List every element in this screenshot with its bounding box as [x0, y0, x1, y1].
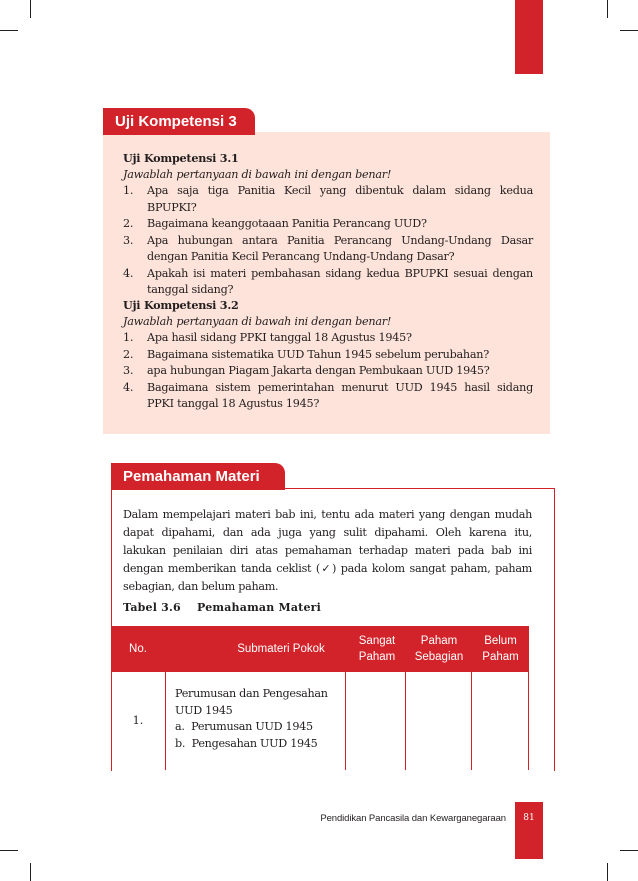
header-belum-paham: Belum Paham [482, 634, 519, 663]
section-tab-uji-kompetensi: Uji Kompetensi 3 [103, 108, 255, 135]
crop-mark [607, 0, 608, 18]
instruction: Jawablah pertanyaan di bawah ini dengan benar! [123, 314, 392, 328]
header-submateri: Submateri Pokok [237, 642, 325, 655]
table-divider [345, 671, 346, 770]
list-item: 2. Bagaimana keanggotaaan Panitia Perancang UUD? [123, 217, 427, 230]
list-item: 2. Bagaimana sistematika UUD Tahun 1945 sebelum perubahan? [123, 347, 489, 361]
footer-book-title: Pendidikan Pancasila dan Kewarganegaraan [320, 813, 506, 824]
submateri-item: a. Perumusan UUD 1945 [175, 720, 313, 733]
submateri-title: Perumusan dan Pengesahan UUD 1945 [175, 687, 328, 717]
table-divider [471, 671, 472, 770]
list-item: 4. Bagaimana sistem pemerintahan menurut UUD 1945 hasil sidang PPKI tanggal 18 Agustus 1945? [123, 380, 533, 410]
list-item: 3. Apa hubungan antara Panitia Perancang Undang-Undang Dasar dengan Panitia Kecil Perancang Undang-Undang Dasar? [123, 233, 533, 263]
crop-mark [607, 863, 608, 881]
crop-mark [620, 850, 638, 851]
table-header [111, 626, 529, 671]
table-divider [528, 671, 529, 770]
table-divider [111, 671, 529, 672]
chapter-marker-tab [515, 0, 543, 74]
uji-kompetensi-3-1 [123, 150, 533, 299]
question-list [123, 330, 533, 413]
subsection-title: Uji Kompetensi 3.1 [123, 151, 239, 165]
crop-mark [30, 863, 31, 881]
table-divider [165, 671, 166, 770]
table-row-number: 1. [132, 714, 144, 727]
submateri-item: b. Pengesahan UUD 1945 [175, 736, 318, 750]
crop-mark [0, 850, 18, 851]
list-item: 4. Apakah isi materi pembahasan sidang kedua BPUPKI sesuai dengan tanggal sidang? [123, 266, 533, 296]
header-no: No. [129, 642, 147, 655]
crop-mark [0, 30, 18, 31]
uji-kompetensi-3-2 [123, 297, 533, 413]
list-item: 1. Apa saja tiga Panitia Kecil yang dibentuk dalam sidang kedua BPUPKI? [123, 184, 533, 214]
list-item: 3. apa hubungan Piagam Jakarta dengan Pembukaan UUD 1945? [123, 364, 490, 377]
header-sangat-paham: Sangat Paham [358, 634, 396, 663]
crop-mark [30, 0, 31, 18]
table-caption: Tabel 3.6 Pemahaman Materi [123, 601, 322, 614]
header-paham-sebagian: Paham Sebagian [414, 634, 464, 663]
page-number-tab [515, 802, 543, 859]
table-divider [405, 671, 406, 770]
subsection-title: Uji Kompetensi 3.2 [123, 298, 239, 312]
list-item: 1. Apa hasil sidang PPKI tanggal 18 Agustus 1945? [123, 331, 412, 344]
table-row-submateri [175, 686, 345, 752]
instruction-paragraph: Dalam mempelajari materi bab ini, tentu ada materi yang dengan mudah dapat dipahami, dan ada juga yang sulit dipahami. Oleh karena itu, lakukan penilaian diri atas pemahaman terhadap materi pada bab ini dengan memberikan tanda ceklist (✓) pada kolom sangat paham, paham sebagian, dan belum paham. [123, 508, 532, 593]
instruction: Jawablah pertanyaan di bawah ini dengan benar! [123, 167, 392, 181]
section-tab-pemahaman-materi: Pemahaman Materi [111, 463, 285, 490]
crop-mark [620, 30, 638, 31]
question-list [123, 183, 533, 299]
page-number: 81 [523, 813, 535, 823]
